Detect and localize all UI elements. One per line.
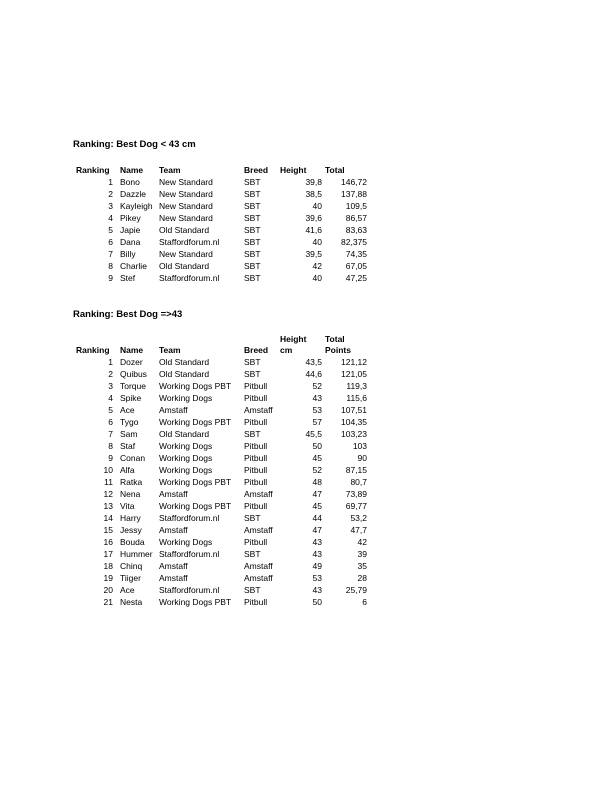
cell-total: 104,35 xyxy=(341,417,367,427)
cell-ranking: 11 xyxy=(104,477,113,487)
cell-team: Old Standard xyxy=(159,261,210,271)
table-row xyxy=(73,176,370,188)
cell-breed: Amstaff xyxy=(244,489,273,499)
cell-height: 45 xyxy=(312,501,322,511)
cell-breed: SBT xyxy=(244,237,261,247)
cell-breed: SBT xyxy=(244,189,261,199)
cell-height: 44,6 xyxy=(305,369,322,379)
cell-team: Old Standard xyxy=(159,369,210,379)
cell-breed: SBT xyxy=(244,357,261,367)
cell-height: 40 xyxy=(312,201,322,211)
cell-height: 45,5 xyxy=(305,429,322,439)
cell-height: 50 xyxy=(312,597,322,607)
cell-ranking: 13 xyxy=(103,501,113,511)
cell-name: Spike xyxy=(120,393,142,403)
cell-ranking: 4 xyxy=(108,393,113,403)
header-height-line2: cm xyxy=(280,345,293,355)
cell-name: Harry xyxy=(120,513,141,523)
cell-name: Nena xyxy=(120,489,141,499)
cell-breed: Amstaff xyxy=(244,405,273,415)
cell-breed: SBT xyxy=(244,213,261,223)
table-row xyxy=(73,536,370,548)
cell-name: Japie xyxy=(120,225,141,235)
cell-breed: SBT xyxy=(244,549,261,559)
ranking-table xyxy=(73,164,370,284)
cell-height: 53 xyxy=(312,405,322,415)
cell-ranking: 7 xyxy=(108,429,113,439)
cell-height: 38,5 xyxy=(305,189,322,199)
cell-ranking: 18 xyxy=(103,561,113,571)
cell-total: 87,15 xyxy=(345,465,367,475)
cell-team: Working Dogs xyxy=(159,441,213,451)
cell-team: Staffordforum.nl xyxy=(159,273,220,283)
header-total: Total xyxy=(325,165,345,175)
cell-name: Ace xyxy=(120,585,135,595)
cell-name: Dozer xyxy=(120,357,143,367)
table-row xyxy=(73,392,370,404)
table-row xyxy=(73,416,370,428)
cell-breed: Pitbull xyxy=(244,501,268,511)
cell-ranking: 17 xyxy=(103,549,113,559)
cell-breed: Pitbull xyxy=(244,417,268,427)
cell-name: Tygo xyxy=(120,417,139,427)
cell-team: Working Dogs PBT xyxy=(159,501,232,511)
header-ranking: Ranking xyxy=(76,165,110,175)
header-team: Team xyxy=(159,345,181,355)
cell-team: Staffordforum.nl xyxy=(159,549,220,559)
cell-team: Staffordforum.nl xyxy=(159,237,220,247)
table-header-row xyxy=(73,334,370,356)
header-total-points xyxy=(325,334,370,356)
cell-team: Staffordforum.nl xyxy=(159,585,220,595)
table-row xyxy=(73,404,370,416)
cell-ranking: 6 xyxy=(108,417,113,427)
table-row xyxy=(73,200,370,212)
cell-ranking: 6 xyxy=(108,237,113,247)
cell-total: 86,57 xyxy=(345,213,367,223)
cell-total: 74,35 xyxy=(345,249,367,259)
cell-breed: Amstaff xyxy=(244,525,273,535)
cell-ranking: 2 xyxy=(108,369,113,379)
cell-ranking: 4 xyxy=(108,213,113,223)
cell-height: 41,6 xyxy=(305,225,322,235)
cell-total: 80,7 xyxy=(350,477,367,487)
cell-name: Billy xyxy=(120,249,136,259)
cell-height: 40 xyxy=(312,273,322,283)
cell-ranking: 3 xyxy=(108,201,113,211)
cell-ranking: 15 xyxy=(103,525,113,535)
table-row xyxy=(73,260,370,272)
section-title: Ranking: Best Dog < 43 cm xyxy=(73,139,196,150)
cell-breed: Pitbull xyxy=(244,453,268,463)
cell-total: 146,72 xyxy=(341,177,367,187)
cell-height: 43 xyxy=(312,393,322,403)
cell-team: Working Dogs xyxy=(159,453,213,463)
cell-total: 83,63 xyxy=(345,225,367,235)
cell-breed: SBT xyxy=(244,261,261,271)
cell-total: 82,375 xyxy=(341,237,367,247)
cell-name: Ratka xyxy=(120,477,143,487)
cell-breed: SBT xyxy=(244,273,261,283)
cell-total: 103 xyxy=(352,441,367,451)
cell-total: 47,7 xyxy=(350,525,367,535)
header-height-cm xyxy=(280,334,325,356)
cell-total: 47,25 xyxy=(345,273,367,283)
cell-ranking: 1 xyxy=(108,357,113,367)
cell-total: 119,3 xyxy=(346,381,367,391)
table-header-row xyxy=(73,164,370,176)
table-row xyxy=(73,212,370,224)
cell-name: Alfa xyxy=(120,465,135,475)
cell-height: 44 xyxy=(312,513,322,523)
cell-team: Amstaff xyxy=(159,489,188,499)
cell-breed: SBT xyxy=(244,249,261,259)
cell-ranking: 3 xyxy=(108,381,113,391)
cell-name: Stef xyxy=(120,273,136,283)
cell-name: Sam xyxy=(120,429,138,439)
table-row xyxy=(73,224,370,236)
cell-ranking: 5 xyxy=(108,225,113,235)
cell-total: 103,23 xyxy=(341,429,367,439)
cell-height: 39,8 xyxy=(305,177,322,187)
cell-team: Working Dogs PBT xyxy=(159,597,232,607)
cell-height: 39,6 xyxy=(305,213,322,223)
header-total-line2: Points xyxy=(325,345,351,355)
cell-total: 39 xyxy=(357,549,367,559)
cell-ranking: 19 xyxy=(103,573,113,583)
cell-height: 47 xyxy=(312,489,322,499)
table-row xyxy=(73,476,370,488)
cell-ranking: 5 xyxy=(108,405,113,415)
table-row xyxy=(73,248,370,260)
cell-ranking: 9 xyxy=(108,273,113,283)
cell-team: Working Dogs PBT xyxy=(159,417,232,427)
cell-ranking: 10 xyxy=(103,465,113,475)
cell-name: Jessy xyxy=(120,525,142,535)
table-row xyxy=(73,272,370,284)
cell-height: 43 xyxy=(312,585,322,595)
table-row xyxy=(73,512,370,524)
cell-height: 53 xyxy=(312,573,322,583)
cell-name: Bouda xyxy=(120,537,145,547)
header-total-line1: Total xyxy=(325,334,345,344)
cell-ranking: 12 xyxy=(103,489,113,499)
header-breed: Breed xyxy=(244,345,269,355)
cell-team: Working Dogs PBT xyxy=(159,381,232,391)
header-height: Height xyxy=(280,165,307,175)
table-row xyxy=(73,560,370,572)
header-team: Team xyxy=(159,165,181,175)
cell-team: Working Dogs xyxy=(159,465,213,475)
cell-total: 137,88 xyxy=(341,189,367,199)
cell-height: 47 xyxy=(312,525,322,535)
cell-breed: Pitbull xyxy=(244,441,268,451)
cell-total: 115,6 xyxy=(346,393,367,403)
cell-ranking: 21 xyxy=(103,597,113,607)
table-row xyxy=(73,584,370,596)
cell-total: 121,05 xyxy=(341,369,367,379)
cell-team: Amstaff xyxy=(159,573,188,583)
table-row xyxy=(73,572,370,584)
table-row xyxy=(73,368,370,380)
cell-name: Chinq xyxy=(120,561,143,571)
table-row xyxy=(73,464,370,476)
cell-team: Amstaff xyxy=(159,561,188,571)
cell-name: Conan xyxy=(120,453,146,463)
cell-breed: SBT xyxy=(244,201,261,211)
cell-total: 73,89 xyxy=(345,489,367,499)
cell-team: New Standard xyxy=(159,213,213,223)
cell-name: Staf xyxy=(120,441,136,451)
cell-total: 69,77 xyxy=(345,501,367,511)
cell-team: Amstaff xyxy=(159,525,188,535)
cell-breed: SBT xyxy=(244,429,261,439)
table-row xyxy=(73,452,370,464)
cell-height: 42 xyxy=(312,261,322,271)
cell-breed: Pitbull xyxy=(244,393,268,403)
cell-height: 45 xyxy=(312,453,322,463)
cell-total: 35 xyxy=(357,561,367,571)
cell-name: Kayleigh xyxy=(120,201,153,211)
cell-total: 107,51 xyxy=(341,405,367,415)
cell-height: 57 xyxy=(312,417,322,427)
cell-breed: SBT xyxy=(244,225,261,235)
cell-height: 43 xyxy=(312,549,322,559)
ranking-section-under-43 xyxy=(73,139,370,284)
cell-breed: SBT xyxy=(244,177,261,187)
cell-team: New Standard xyxy=(159,189,213,199)
cell-height: 40 xyxy=(312,237,322,247)
cell-name: Vita xyxy=(120,501,135,511)
cell-name: Torque xyxy=(120,381,146,391)
table-row xyxy=(73,500,370,512)
cell-name: Bono xyxy=(120,177,140,187)
cell-breed: Amstaff xyxy=(244,561,273,571)
cell-ranking: 2 xyxy=(108,189,113,199)
section-title: Ranking: Best Dog =>43 xyxy=(73,309,183,320)
table-row xyxy=(73,488,370,500)
cell-name: Hummer xyxy=(120,549,153,559)
cell-ranking: 1 xyxy=(108,177,113,187)
cell-ranking: 7 xyxy=(108,249,113,259)
cell-height: 50 xyxy=(312,441,322,451)
table-row xyxy=(73,596,370,608)
header-height-line1: Height xyxy=(280,334,307,344)
cell-breed: Amstaff xyxy=(244,573,273,583)
table-row xyxy=(73,548,370,560)
cell-total: 109,5 xyxy=(345,201,367,211)
table-row xyxy=(73,428,370,440)
cell-team: Old Standard xyxy=(159,357,210,367)
cell-ranking: 8 xyxy=(108,261,113,271)
cell-name: Tiiger xyxy=(120,573,141,583)
cell-total: 6 xyxy=(362,597,367,607)
table-row xyxy=(73,440,370,452)
cell-breed: Pitbull xyxy=(244,597,268,607)
cell-height: 52 xyxy=(312,465,322,475)
header-name: Name xyxy=(120,345,144,355)
cell-name: Dana xyxy=(120,237,141,247)
cell-breed: Pitbull xyxy=(244,465,268,475)
cell-name: Nesta xyxy=(120,597,143,607)
cell-ranking: 16 xyxy=(103,537,113,547)
cell-total: 90 xyxy=(357,453,367,463)
cell-team: New Standard xyxy=(159,249,213,259)
cell-height: 49 xyxy=(312,561,322,571)
cell-breed: Pitbull xyxy=(244,477,268,487)
cell-ranking: 8 xyxy=(108,441,113,451)
cell-team: Old Standard xyxy=(159,429,210,439)
cell-team: Amstaff xyxy=(159,405,188,415)
cell-team: New Standard xyxy=(159,177,213,187)
cell-breed: SBT xyxy=(244,513,261,523)
cell-height: 52 xyxy=(312,381,322,391)
cell-team: Working Dogs PBT xyxy=(159,477,232,487)
cell-team: Staffordforum.nl xyxy=(159,513,220,523)
header-name: Name xyxy=(120,165,144,175)
cell-breed: Pitbull xyxy=(244,381,268,391)
cell-name: Ace xyxy=(120,405,135,415)
cell-name: Dazzle xyxy=(120,189,146,199)
cell-total: 67,05 xyxy=(345,261,367,271)
header-ranking: Ranking xyxy=(76,345,110,355)
cell-ranking: 9 xyxy=(108,453,113,463)
cell-height: 43 xyxy=(312,537,322,547)
table-row xyxy=(73,380,370,392)
cell-breed: SBT xyxy=(244,585,261,595)
table-row xyxy=(73,188,370,200)
cell-total: 42 xyxy=(357,537,367,547)
cell-name: Pikey xyxy=(120,213,141,223)
cell-total: 121,12 xyxy=(341,357,367,367)
ranking-section-43-and-over xyxy=(73,309,370,608)
cell-height: 39,5 xyxy=(305,249,322,259)
cell-breed: SBT xyxy=(244,369,261,379)
cell-breed: Pitbull xyxy=(244,537,268,547)
cell-ranking: 20 xyxy=(103,585,113,595)
cell-team: Working Dogs xyxy=(159,393,213,403)
cell-name: Charlie xyxy=(120,261,147,271)
cell-team: New Standard xyxy=(159,201,213,211)
table-row xyxy=(73,356,370,368)
table-row xyxy=(73,236,370,248)
cell-height: 43,5 xyxy=(305,357,322,367)
cell-height: 48 xyxy=(312,477,322,487)
table-row xyxy=(73,524,370,536)
cell-total: 25,79 xyxy=(345,585,367,595)
cell-total: 28 xyxy=(357,573,367,583)
header-breed: Breed xyxy=(244,165,269,175)
ranking-table xyxy=(73,334,370,608)
cell-ranking: 14 xyxy=(103,513,113,523)
cell-total: 53,2 xyxy=(350,513,367,523)
cell-team: Old Standard xyxy=(159,225,210,235)
cell-team: Working Dogs xyxy=(159,537,213,547)
cell-name: Quibus xyxy=(120,369,147,379)
